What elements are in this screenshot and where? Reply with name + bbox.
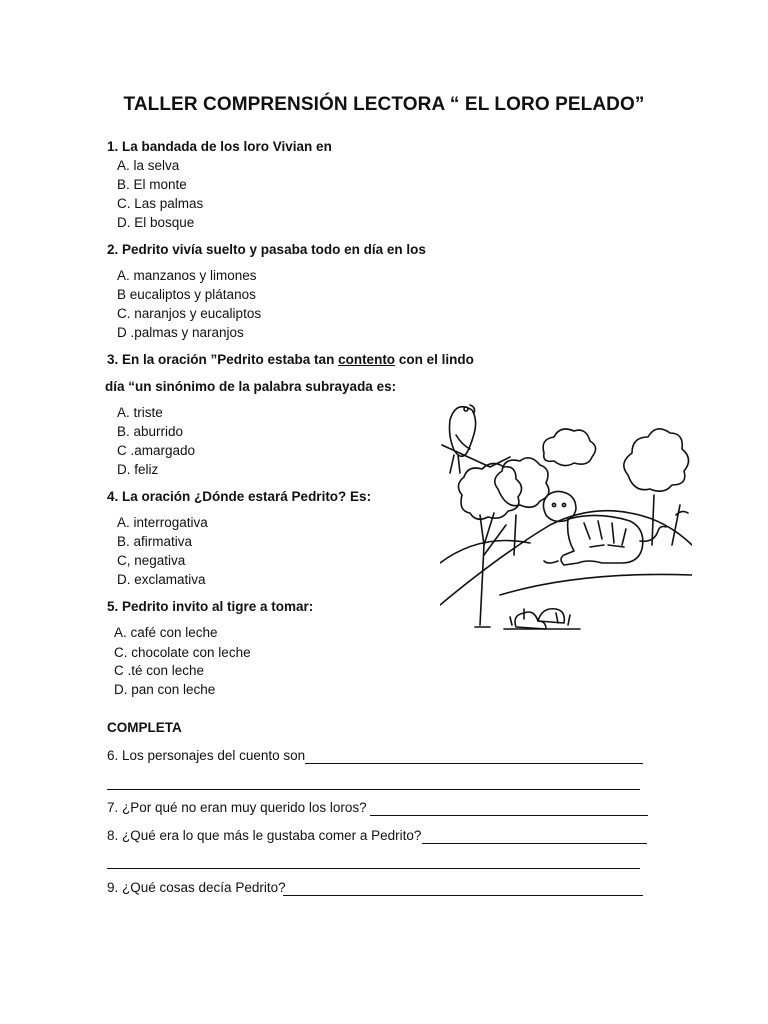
q3-text-after: con el lindo — [395, 352, 474, 367]
q2-option-c: C. naranjos y eucaliptos — [117, 306, 262, 321]
complete-heading: COMPLETA — [107, 720, 182, 735]
q1-option-a: A. la selva — [117, 158, 180, 173]
q4-option-c: C, negativa — [117, 553, 186, 568]
fill-item-6: 6. Los personajes del cuento son — [107, 748, 306, 763]
q3-underlined-word: contento — [338, 352, 396, 367]
fill-item-7: 7. ¿Por qué no eran muy querido los loros? — [107, 800, 367, 815]
q2-option-d: D .palmas y naranjos — [117, 325, 244, 340]
q3-option-b: B. aburrido — [117, 424, 184, 439]
q4-option-b: B. afirmativa — [117, 534, 193, 549]
q5-option-d: D. pan con leche — [114, 682, 216, 697]
answer-line-7[interactable] — [370, 815, 648, 816]
right-tree — [624, 429, 689, 545]
parrot-tiger-landscape-illustration — [440, 395, 692, 640]
q5-option-c: C .té con leche — [114, 663, 205, 678]
q1-option-c: C. Las palmas — [117, 196, 204, 211]
q5-option-b: C. chocolate con leche — [114, 645, 251, 660]
tiger — [543, 491, 666, 565]
q2-option-a: A. manzanos y limones — [117, 268, 257, 283]
q3-option-a: A. triste — [117, 405, 163, 420]
question-3 — [107, 352, 474, 367]
question-4: 4. La oración ¿Dónde estará Pedrito? Es: — [107, 489, 372, 504]
page-title: TALLER COMPRENSIÓN LECTORA “ EL LORO PELADO” — [123, 94, 645, 115]
ground-bushes — [504, 609, 580, 629]
hills — [440, 511, 692, 605]
answer-line-9[interactable] — [283, 895, 643, 896]
fill-item-8: 8. ¿Qué era lo que más le gustaba comer a Pedrito? — [107, 828, 422, 843]
q3-option-c: C .amargado — [117, 443, 196, 458]
answer-line-6-continued[interactable] — [107, 789, 640, 790]
q1-option-b: B. El monte — [117, 177, 187, 192]
question-2: 2. Pedrito vivía suelto y pasaba todo en día en los — [107, 242, 426, 257]
fill-item-9: 9. ¿Qué cosas decía Pedrito? — [107, 880, 286, 895]
q5-option-a: A. café con leche — [114, 625, 218, 640]
answer-line-6[interactable] — [305, 763, 643, 764]
question-5: 5. Pedrito invito al tigre a tomar: — [107, 599, 314, 614]
q1-option-d: D. El bosque — [117, 215, 195, 230]
answer-line-8-continued[interactable] — [107, 868, 640, 869]
question-3-line-2: día “un sinónimo de la palabra subrayada es: — [105, 379, 397, 394]
q3-option-d: D. feliz — [117, 462, 159, 477]
q3-text-before: 3. En la oración ”Pedrito estaba tan — [107, 352, 339, 367]
q4-option-d: D. exclamativa — [117, 572, 206, 587]
q4-option-a: A. interrogativa — [117, 515, 208, 530]
answer-line-8[interactable] — [422, 843, 647, 844]
q2-option-b: B eucaliptos y plátanos — [117, 287, 256, 302]
bush-top — [543, 429, 595, 466]
question-1: 1. La bandada de los loro Vivian en — [107, 139, 332, 154]
